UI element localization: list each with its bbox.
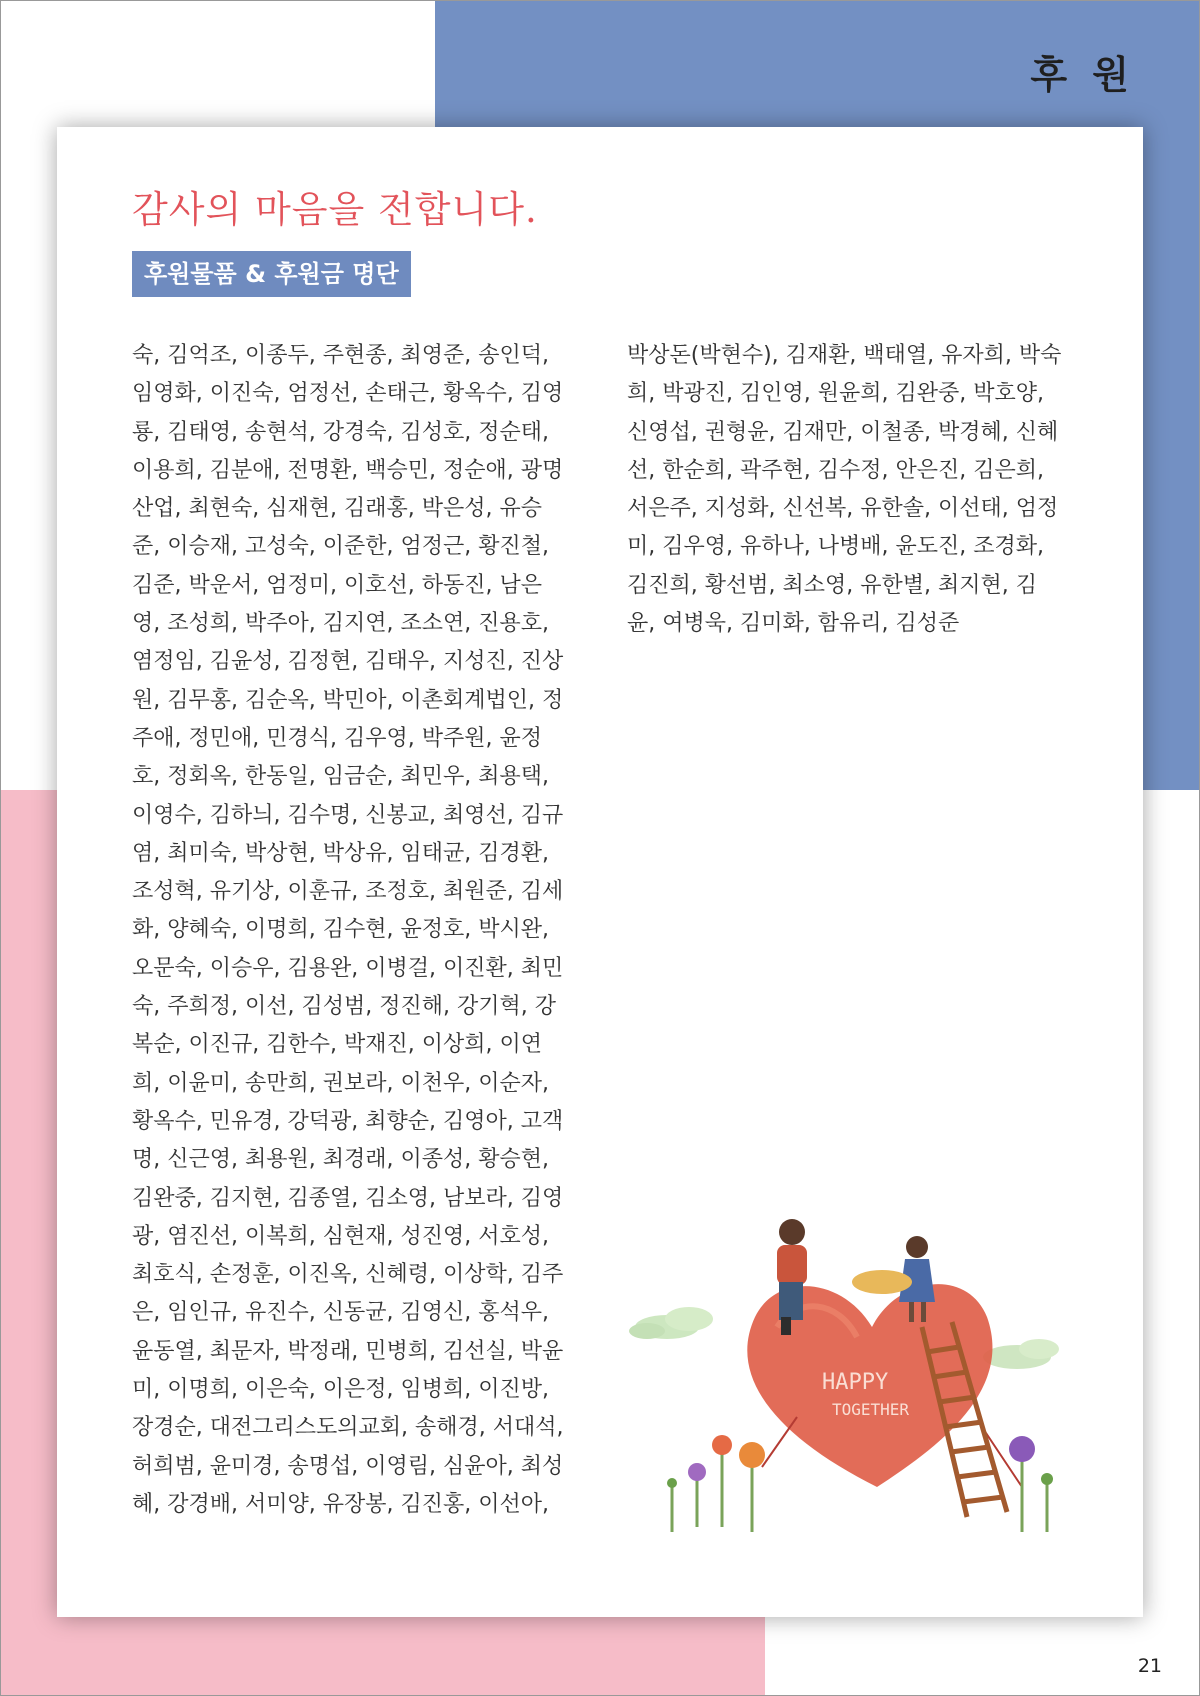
- donor-line: 룡, 김태영, 송현석, 강경숙, 김성호, 정순태,: [132, 419, 549, 445]
- donor-line: 화, 양혜숙, 이명희, 김수현, 윤정호, 박시완,: [132, 917, 549, 943]
- donor-line: 허희범, 윤미경, 송명섭, 이영림, 심윤아, 최성: [132, 1453, 564, 1479]
- donor-line: 최호식, 손정훈, 이진옥, 신혜령, 이상학, 김주: [132, 1262, 564, 1288]
- donor-line: 복순, 이진규, 김한수, 박재진, 이상희, 이연: [132, 1032, 542, 1058]
- heart-text-happy: HAPPY: [822, 1370, 889, 1395]
- page-number: 21: [1137, 1655, 1162, 1677]
- donor-line: 김진희, 황선범, 최소영, 유한별, 최지현, 김: [627, 572, 1037, 598]
- content-card: [57, 127, 1143, 1617]
- donor-line: 준, 이승재, 고성숙, 이준한, 엄정근, 황진철,: [132, 534, 549, 560]
- donor-line: 희, 이윤미, 송만희, 권보라, 이천우, 이순자,: [132, 1070, 549, 1096]
- donor-line: 황옥수, 민유경, 강덕광, 최향순, 김영아, 고객: [132, 1108, 564, 1134]
- donor-line: 윤, 여병욱, 김미화, 함유리, 김성준: [627, 611, 960, 637]
- boy-figure: [777, 1219, 807, 1335]
- page-title: 감사의 마음을 전합니다.: [132, 188, 538, 231]
- donor-line: 이영수, 김하늬, 김수명, 신봉교, 최영선, 김규: [132, 802, 564, 828]
- donor-line: 은, 임인규, 유진수, 신동균, 김영신, 홍석우,: [132, 1300, 549, 1326]
- donor-list-badge: 후원물품 & 후원금 명단: [132, 251, 411, 297]
- donor-line: 윤동열, 최문자, 박정래, 민병희, 김선실, 박윤: [132, 1338, 564, 1364]
- cloud-right-icon: [983, 1339, 1059, 1369]
- happy-together-illustration: [627, 1187, 1087, 1567]
- donor-line: 희, 박광진, 김인영, 원윤희, 김완중, 박호양,: [627, 381, 1044, 407]
- donor-line: 숙, 김억조, 이종두, 주현종, 최영준, 송인덕,: [132, 343, 549, 368]
- donor-line: 염, 최미숙, 박상현, 박상유, 임태균, 김경환,: [132, 840, 549, 866]
- donor-line: 광, 염진선, 이복희, 심현재, 성진영, 서호성,: [132, 1223, 549, 1249]
- donor-column-left: [132, 337, 572, 1524]
- donor-line: 혜, 강경배, 서미양, 유장봉, 김진홍, 이선아,: [132, 1491, 549, 1517]
- donor-line: 서은주, 지성화, 신선복, 유한솔, 이선태, 엄정: [627, 496, 1059, 522]
- donor-line: 박상돈(박현수), 김재환, 백태열, 유자희, 박숙: [627, 343, 1062, 368]
- donor-line: 김완중, 김지현, 김종열, 김소영, 남보라, 김영: [132, 1185, 564, 1211]
- donor-line: 숙, 주희정, 이선, 김성범, 정진해, 강기혁, 강: [132, 994, 556, 1020]
- donor-line: 염정임, 김윤성, 김정현, 김태우, 지성진, 진상: [132, 649, 564, 675]
- donor-line: 장경순, 대전그리스도의교회, 송해경, 서대석,: [132, 1415, 564, 1441]
- donor-line: 명, 신근영, 최용원, 최경래, 이종성, 황승현,: [132, 1147, 549, 1173]
- donor-line: 선, 한순희, 곽주현, 김수정, 안은진, 김은희,: [627, 457, 1044, 483]
- donor-line: 임영화, 이진숙, 엄정선, 손태근, 황옥수, 김영: [132, 381, 564, 407]
- donor-line: 김준, 박운서, 엄정미, 이호선, 하동진, 남은: [132, 572, 542, 598]
- donor-line: 주애, 정민애, 민경식, 김우영, 박주원, 윤정: [132, 725, 542, 751]
- donor-line: 신영섭, 권형윤, 김재만, 이철종, 박경혜, 신혜: [627, 419, 1059, 445]
- heart-text-together: TOGETHER: [832, 1400, 910, 1419]
- donor-line: 조성혁, 유기상, 이훈규, 조정호, 최원준, 김세: [132, 879, 564, 905]
- donor-line: 영, 조성희, 박주아, 김지연, 조소연, 진용호,: [132, 611, 549, 637]
- donor-line: 오문숙, 이승우, 김용완, 이병걸, 이진환, 최민: [132, 955, 564, 981]
- donor-line: 호, 정회옥, 한동일, 임금순, 최민우, 최용택,: [132, 764, 549, 790]
- cloud-left-icon: [629, 1307, 713, 1339]
- donor-line: 미, 김우영, 유하나, 나병배, 윤도진, 조경화,: [627, 534, 1044, 560]
- donor-line: 미, 이명희, 이은숙, 이은정, 임병희, 이진방,: [132, 1377, 549, 1403]
- section-label: 후 원: [1030, 53, 1135, 97]
- donor-line: 산업, 최현숙, 심재현, 김래홍, 박은성, 유승: [132, 496, 542, 522]
- donor-line: 이용희, 김분애, 전명환, 백승민, 정순애, 광명: [132, 457, 564, 483]
- donor-line: 원, 김무홍, 김순옥, 박민아, 이촌회계법인, 정: [132, 687, 564, 713]
- donor-column-right: [627, 337, 1087, 643]
